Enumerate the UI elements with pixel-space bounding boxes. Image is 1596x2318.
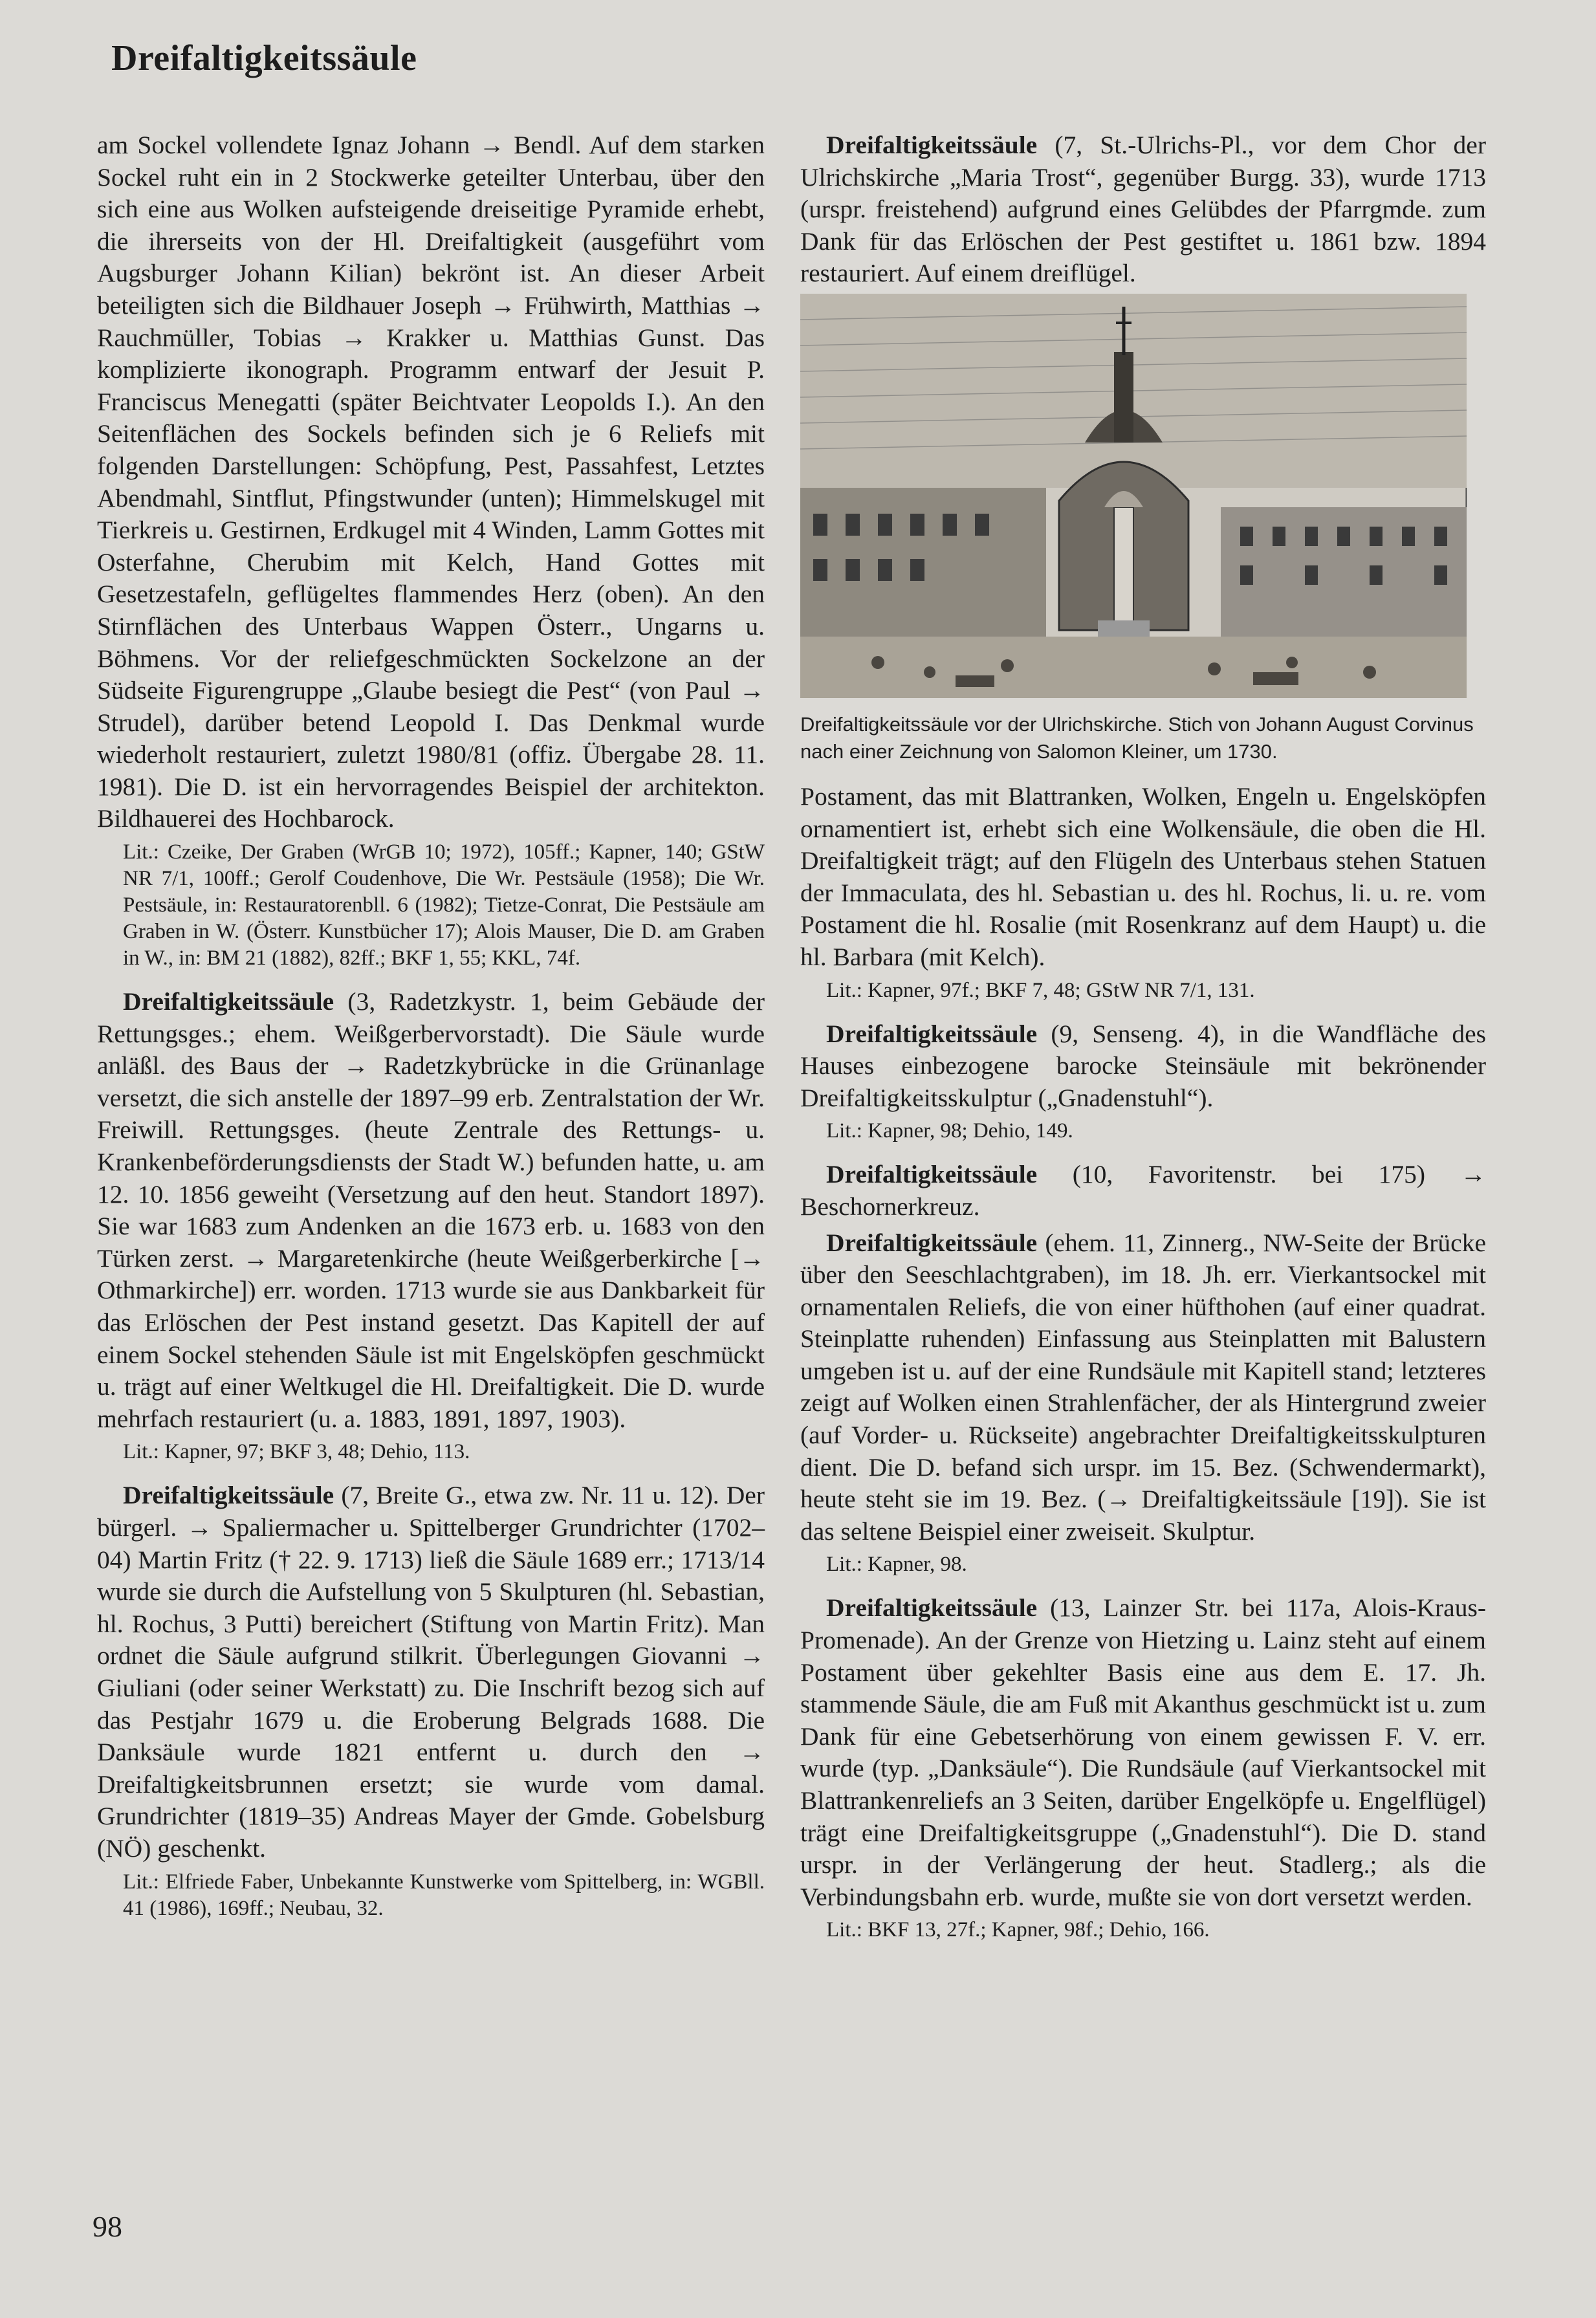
literature-note: Lit.: BKF 13, 27f.; Kapner, 98f.; Dehio, 166. <box>826 1918 1210 1942</box>
entry-headword: Dreifaltigkeitssäule <box>826 1160 1038 1189</box>
right-column <box>800 129 1486 1958</box>
entry-body: (7, Breite G., etwa zw. Nr. 11 u. 12). Der bürgerl. → Spaliermacher u. Spittelberger Grundrichter (1702–04) Martin Fritz († 22. 9. 1713) ließ die Säule 1689 err.; 1713/14 wurde sie durch die Aufstellung von 5 Skulpturen (hl. Sebastian, hl. Rochus, 3 Putti) bereichert (Stiftung von Martin Fritz). Man ordnet die Säule aufgrund stilkrit. Überlegungen Giovanni → Giuliani (oder seiner Werkstatt) zu. Die Inschrift bezog sich auf das Pestjahr 1679 u. die Eroberung Belgrads 1688. Die Danksäule wurde 1821 entfernt u. durch den → Dreifaltigkeitsbrunnen ersetzt; sie wurde vom damal. Grundrichter (1819–35) Andreas Mayer der Gmde. Gobelsburg (NÖ) geschenkt. <box>97 1481 765 1863</box>
page-title: Dreifaltigkeitssäule <box>111 38 417 78</box>
entry-body: (7, St.-Ulrichs-Pl., vor dem Chor der Ulrichskirche „Maria Trost“, gegenüber Burgg. 33), wurde 1713 (urspr. freistehend) aufgrund eines Gelübdes der Pfarrgmde. zum Dank für das Erlöschen der Pest gestiftet u. 1861 bzw. 1894 restauriert. Auf einem dreiflügel. <box>800 131 1486 288</box>
entry-headword: Dreifaltigkeitssäule <box>826 1019 1038 1048</box>
figure-caption: Dreifaltigkeitssäule vor der Ulrichskirche. Stich von Johann August Corvinus nach einer Zeichnung von Salomon Kleiner, um 1730. <box>800 712 1474 763</box>
entry-10-favoritenstrasse <box>800 1159 1486 1223</box>
engraving-figure <box>800 294 1486 765</box>
entry-headword: Dreifaltigkeitssäule <box>123 1481 334 1510</box>
literature-note: Lit.: Kapner, 98; Dehio, 149. <box>826 1119 1073 1143</box>
entry-headword: Dreifaltigkeitssäule <box>123 987 334 1016</box>
page-number: 98 <box>93 2210 122 2243</box>
entry-body: (9, Senseng. 4), in die Wandfläche des Hauses einbezogene barocke Steinsäule mit bekrönender Dreifaltigkeitsskulptur („Gnadenstuhl“). <box>800 1019 1486 1112</box>
entry-body: (3, Radetzkystr. 1, beim Gebäude der Rettungsges.; ehem. Weißgerbervorstadt). Die Säule wurde anläßl. des Baus der → Radetzkybrücke in die Grünanlage versetzt, die sich anstelle der 1897–99 erb. Zentralstation der Wr. Freiwill. Rettungsges. (heute Zentrale des Rettungs- u. Krankenbeförderungsdiensts der Stadt W.) befunden hatte, u. am 12. 10. 1856 geweiht (Versetzung auf den heut. Standort 1897). Sie war 1683 zum Andenken an die 1673 erb. u. 1683 von den Türken zerst. → Margaretenkirche (heute Weißgerberkirche [→ Othmarkirche]) err. worden. 1713 wurde sie aus Dankbarkeit für das Erlöschen der Pest instand gesetzt. Das Kapitell der auf einem Sockel stehenden Säule ist mit Engelsköpfen geschmückt u. trägt auf einer Weltkugel die Hl. Dreifaltigkeit. Die D. wurde mehrfach restauriert (u. a. 1883, 1891, 1897, 1903). <box>97 987 765 1433</box>
entry-body: (13, Lainzer Str. bei 117a, Alois-Kraus-Promenade). An der Grenze von Hietzing u. Lainz steht auf einem Postament über gekehlter Basis eine aus dem E. 17. Jh. stammende Säule, die am Fuß mit Akanthus geschmückt ist u. zum Dank für eine Gebetserhörung von einem gewissen F. V. err. wurde (typ. „Danksäule“). Die Rundsäule (auf Vierkantsockel mit Blattrankenreliefs an 3 Seiten, darüber Engelköpfe u. Engelflügel) trägt eine Dreifaltigkeitsgruppe („Gnadenstuhl“). Die D. stand urspr. in der Verlängerung der heut. Stadlerg.; als die Verbindungsbahn erb. wurde, mußte sie von dort versetzt werden. <box>800 1593 1486 1911</box>
literature-note: Lit.: Elfriede Faber, Unbekannte Kunstwerke vom Spittelberg, in: WGBll. 41 (1986), 169ff.; Neubau, 32. <box>123 1870 765 1920</box>
literature-note: Lit.: Kapner, 97f.; BKF 7, 48; GStW NR 7/1, 131. <box>826 978 1255 1002</box>
entry-7-breite-gasse <box>97 1480 765 1864</box>
literature-note: Lit.: Kapner, 97; BKF 3, 48; Dehio, 113. <box>123 1440 470 1464</box>
engraving-illustration <box>800 294 1467 698</box>
entry-continuation-text: am Sockel vollendete Ignaz Johann → Bendl. Auf dem starken Sockel ruht ein in 2 Stockwerke geteilter Unterbau, über den sich eine aus Wolken aufsteigende dreiseitige Pyramide erhebt, die ihrerseits von der Hl. Dreifaltigkeit (ausgeführt vom Augsburger Johann Kilian) bekrönt ist. An dieser Arbeit beteiligten sich die Bildhauer Joseph → Frühwirth, Matthias → Rauchmüller, Tobias → Krakker u. Matthias Gunst. Das komplizierte ikonograph. Programm entwarf der Jesuit P. Franciscus Menegatti (später Beichtvater Leopolds I.). An den Seitenflächen des Sockels befinden sich je 6 Reliefs mit folgenden Darstellungen: Schöpfung, Pest, Passahfest, Letztes Abendmahl, Sintflut, Pfingstwunder (unten); Himmelskugel mit Tierkreis u. Gestirnen, Erdkugel mit 4 Winden, Lamm Gottes mit Osterfahne, Cherubim mit Kelch, Hand Gottes mit Gesetzestafeln, geflügeltes flammendes Herz (oben). An den Stirnflächen des Unterbaus Wappen Österr., Ungarns u. Böhmens. Vor der reliefgeschmückten Sockelzone an der Südseite Figurengruppe „Glaube besiegt die Pest“ (von Paul → Strudel), darüber betend Leopold I. Das Denkmal wurde wiederholt restauriert, zuletzt 1980/81 (offiz. Übergabe 28. 11. 1981). Die D. ist ein hervorragendes Beispiel der architekton. Bildhauerei des Hochbarock. <box>97 131 765 833</box>
literature-note: Lit.: Czeike, Der Graben (WrGB 10; 1972), 105ff.; Kapner, 140; GStW NR 7/1, 100ff.; Gerolf Coudenhove, Die Wr. Pestsäule (1958); Die Wr. Pestsäule, in: Restauratorenbll. 6 (1982); Tietze-Conrat, Die Pestsäule am Graben in W. (Österr. Kunstbücher 17); Alois Mauser, Die D. am Graben in W., in: BM 21 (1882), 82ff.; BKF 1, 55; KKL, 74f. <box>123 840 765 970</box>
entry-7-st-ulrichs-platz <box>800 129 1486 290</box>
entry-11-zinnergasse <box>800 1227 1486 1548</box>
entry-body: (10, Favoritenstr. bei 175) → Beschornerkreuz. <box>800 1160 1486 1221</box>
entry-body: (ehem. 11, Zinnerg., NW-Seite der Brücke über den Seeschlachtgraben), im 18. Jh. err. Vierkantsockel mit ornamentalen Reliefs, die von einer hüfthohen (auf einer quadrat. Steinplatte ruhenden) Einfassung aus Steinplatten mit Balustern umgeben ist u. auf der eine Rundsäule mit Kapitell stand; letzteres zeigt auf Wolken einen Strahlenfächer, der als Hintergrund zweier (auf Vorder- u. Rückseite) angebrachter Dreifaltigkeitsskulpturen dient. Die D. befand sich urspr. im 15. Bez. (Schwendermarkt), heute steht sie im 19. Bez. (→ Dreifaltigkeitssäule [19]). Sie ist das seltene Beispiel einer zweiseit. Skulptur. <box>800 1228 1486 1546</box>
entry-headword: Dreifaltigkeitssäule <box>826 1593 1038 1623</box>
entry-13-lainzer-strasse <box>800 1592 1486 1913</box>
left-column <box>97 129 765 1936</box>
entry-9-sensengasse <box>800 1018 1486 1115</box>
entry-3-radetzkystrasse <box>97 986 765 1435</box>
entry-headword: Dreifaltigkeitssäule <box>826 131 1038 159</box>
entry-continuation-text: Postament, das mit Blattranken, Wolken, Engeln u. Engelsköpfen ornamentiert ist, erhebt sich eine Wolkensäule, die oben die Hl. Dreifaltigkeit trägt; auf den Flügeln des Unterbaus stehen Statuen der Immaculata, des hl. Sebastian u. des hl. Rochus, li. u. re. vom Postament die hl. Rosalie (mit Rosenkranz auf dem Haupt) u. die hl. Barbara (mit Kelch). <box>800 782 1486 971</box>
entry-headword: Dreifaltigkeitssäule <box>826 1228 1038 1257</box>
literature-note: Lit.: Kapner, 98. <box>826 1553 967 1577</box>
